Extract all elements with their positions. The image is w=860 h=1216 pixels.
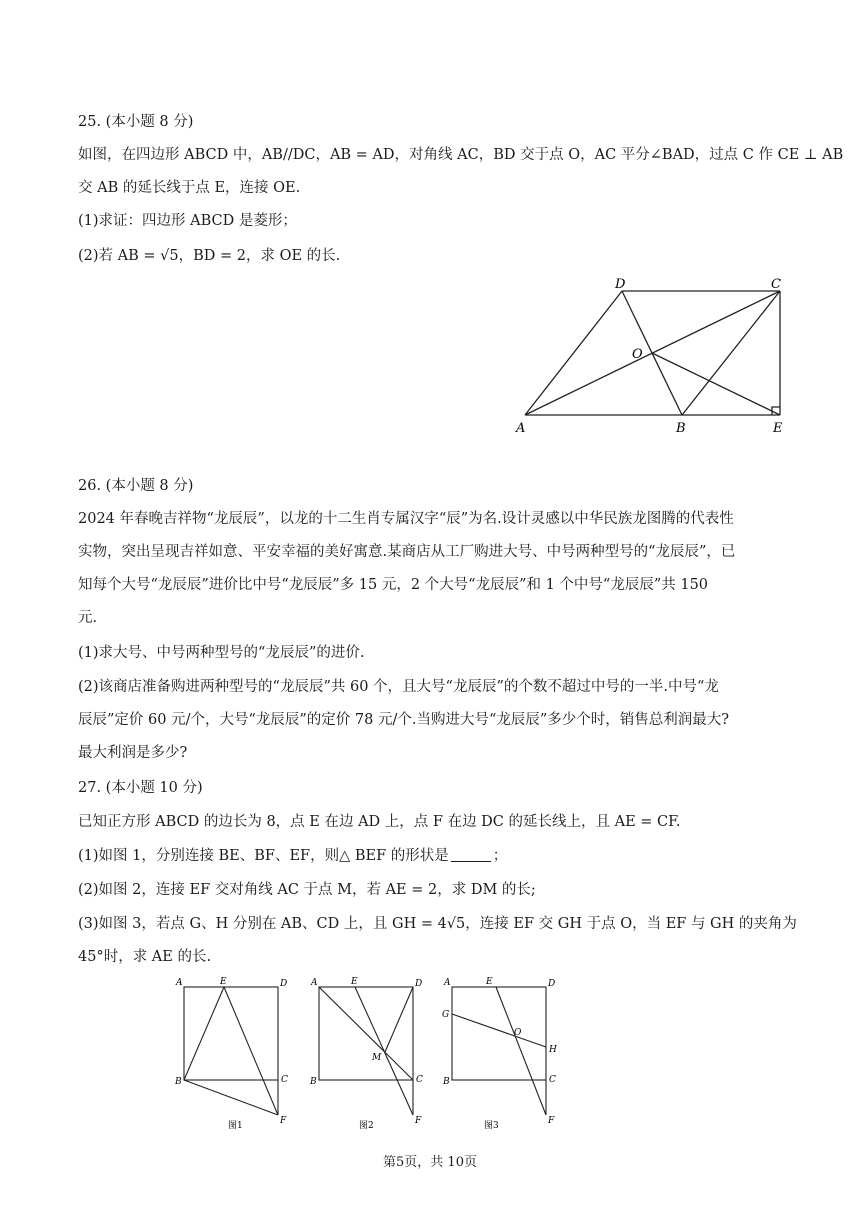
q27-part1 bbox=[78, 846, 507, 866]
fig1-label-d: D bbox=[280, 979, 288, 989]
seg-bc bbox=[682, 291, 780, 415]
fig1-ef bbox=[224, 987, 278, 1115]
q27-figure-2 bbox=[305, 972, 435, 1140]
fig1-label-a: A bbox=[176, 978, 183, 988]
label-b: B bbox=[676, 421, 686, 436]
fig3-label-e: E bbox=[486, 977, 493, 987]
fig3-gh bbox=[452, 1014, 546, 1047]
fig3-label-f: F bbox=[548, 1116, 555, 1126]
q25-part2: (2)若 AB = √5，BD = 2，求 OE 的长. bbox=[78, 248, 341, 264]
fig2-label-f: F bbox=[415, 1116, 422, 1126]
label-a: A bbox=[516, 421, 526, 436]
fig3-label-g: G bbox=[442, 1010, 450, 1020]
fig1-bf bbox=[184, 1080, 278, 1115]
answer-blank bbox=[451, 847, 491, 862]
seg-oe bbox=[652, 353, 780, 415]
fig1-be bbox=[184, 987, 224, 1080]
fig1-caption: 图1 bbox=[228, 1121, 243, 1131]
q26-title: 26. (本小题 8 分) bbox=[78, 478, 194, 494]
q26-line2: 实物，突出呈现吉祥如意、平安幸福的美好寓意.某商店从工厂购进大号、中号两种型号的“龙辰辰”，已 bbox=[78, 544, 736, 560]
fig2-label-a: A bbox=[311, 978, 318, 988]
q25-line2: 交 AB 的延长线于点 E，连接 OE. bbox=[78, 180, 301, 196]
q26-line4: 元. bbox=[78, 610, 98, 626]
q27-title: 27. (本小题 10 分) bbox=[78, 780, 203, 796]
q26-part1: (1)求大号、中号两种型号的“龙辰辰”的进价. bbox=[78, 645, 365, 661]
fig3-label-h: H bbox=[549, 1045, 557, 1055]
q26-part2-line3: 最大利润是多少? bbox=[78, 745, 188, 761]
q27-part1-end: ； bbox=[492, 848, 508, 864]
q26-part2-line2: 辰辰”定价 60 元/个，大号“龙辰辰”的定价 78 元/个.当购进大号“龙辰辰”多少个时，销售总利润最大? bbox=[78, 712, 730, 728]
label-c: C bbox=[771, 277, 781, 292]
fig3-label-o: O bbox=[514, 1028, 522, 1038]
q27-part3-line2: 45°时，求 AE 的长. bbox=[78, 949, 212, 965]
fig2-label-d: D bbox=[415, 979, 423, 989]
fig2-dm bbox=[385, 987, 413, 1052]
q26-line3: 知每个大号“龙辰辰”进价比中号“龙辰辰”多 15 元，2 个大号“龙辰辰”和 1 个中号“龙辰辰”共 150 bbox=[78, 577, 709, 593]
fig2-ac bbox=[319, 987, 413, 1080]
q26-line1: 2024 年春晚吉祥物“龙辰辰”，以龙的十二生肖专属汉字“辰”为名.设计灵感以中华民族龙图腾的代表性 bbox=[78, 511, 734, 527]
q26-part2-line1: (2)该商店准备购进两种型号的“龙辰辰”共 60 个，且大号“龙辰辰”的个数不超过中号的一半.中号“龙 bbox=[78, 679, 719, 695]
q27-part3-line1: (3)如图 3，若点 G、H 分别在 AB、CD 上，且 GH = 4√5，连接 EF 交 GH 于点 O，当 EF 与 GH 的夹角为 bbox=[78, 916, 797, 932]
fig3-caption: 图3 bbox=[484, 1121, 499, 1131]
fig2-label-e: E bbox=[351, 977, 358, 987]
q27-part1-text: (1)如图 1，分别连接 BE、BF、EF，则△ BEF 的形状是 bbox=[78, 848, 449, 864]
q27-part2: (2)如图 2，连接 EF 交对角线 AC 于点 M，若 AE = 2，求 DM 的长; bbox=[78, 882, 536, 898]
fig3-ef bbox=[496, 987, 546, 1115]
fig1-square bbox=[184, 987, 278, 1080]
label-o: O bbox=[632, 347, 643, 362]
fig3-square bbox=[452, 987, 546, 1080]
q25-figure bbox=[508, 272, 793, 440]
fig1-label-c: C bbox=[281, 1075, 288, 1085]
q25-line1: 如图，在四边形 ABCD 中，AB//DC，AB = AD，对角线 AC，BD 交于点 O，AC 平分∠BAD，过点 C 作 CE ⊥ AB bbox=[78, 147, 844, 163]
q25-title: 25. (本小题 8 分) bbox=[78, 114, 194, 130]
fig1-label-e: E bbox=[220, 977, 227, 987]
fig3-label-b: B bbox=[443, 1077, 450, 1087]
fig3-label-c: C bbox=[549, 1075, 556, 1085]
fig2-label-c: C bbox=[416, 1075, 423, 1085]
q25-part1: (1)求证：四边形 ABCD 是菱形； bbox=[78, 213, 297, 229]
label-e: E bbox=[773, 421, 783, 436]
fig2-caption: 图2 bbox=[359, 1121, 374, 1131]
label-d: D bbox=[615, 277, 626, 292]
fig2-label-m: M bbox=[372, 1053, 382, 1063]
fig3-label-d: D bbox=[548, 979, 556, 989]
fig3-label-a: A bbox=[444, 978, 451, 988]
fig1-label-b: B bbox=[175, 1077, 182, 1087]
page-footer: 第5页，共 10页 bbox=[383, 1155, 477, 1170]
fig2-label-b: B bbox=[310, 1077, 317, 1087]
seg-ad bbox=[525, 291, 622, 415]
q27-figure-1 bbox=[170, 972, 300, 1140]
q27-figure-3 bbox=[438, 972, 568, 1140]
fig1-label-f: F bbox=[280, 1116, 287, 1126]
q27-line1: 已知正方形 ABCD 的边长为 8，点 E 在边 AD 上，点 F 在边 DC 的延长线上，且 AE = CF. bbox=[78, 814, 681, 830]
